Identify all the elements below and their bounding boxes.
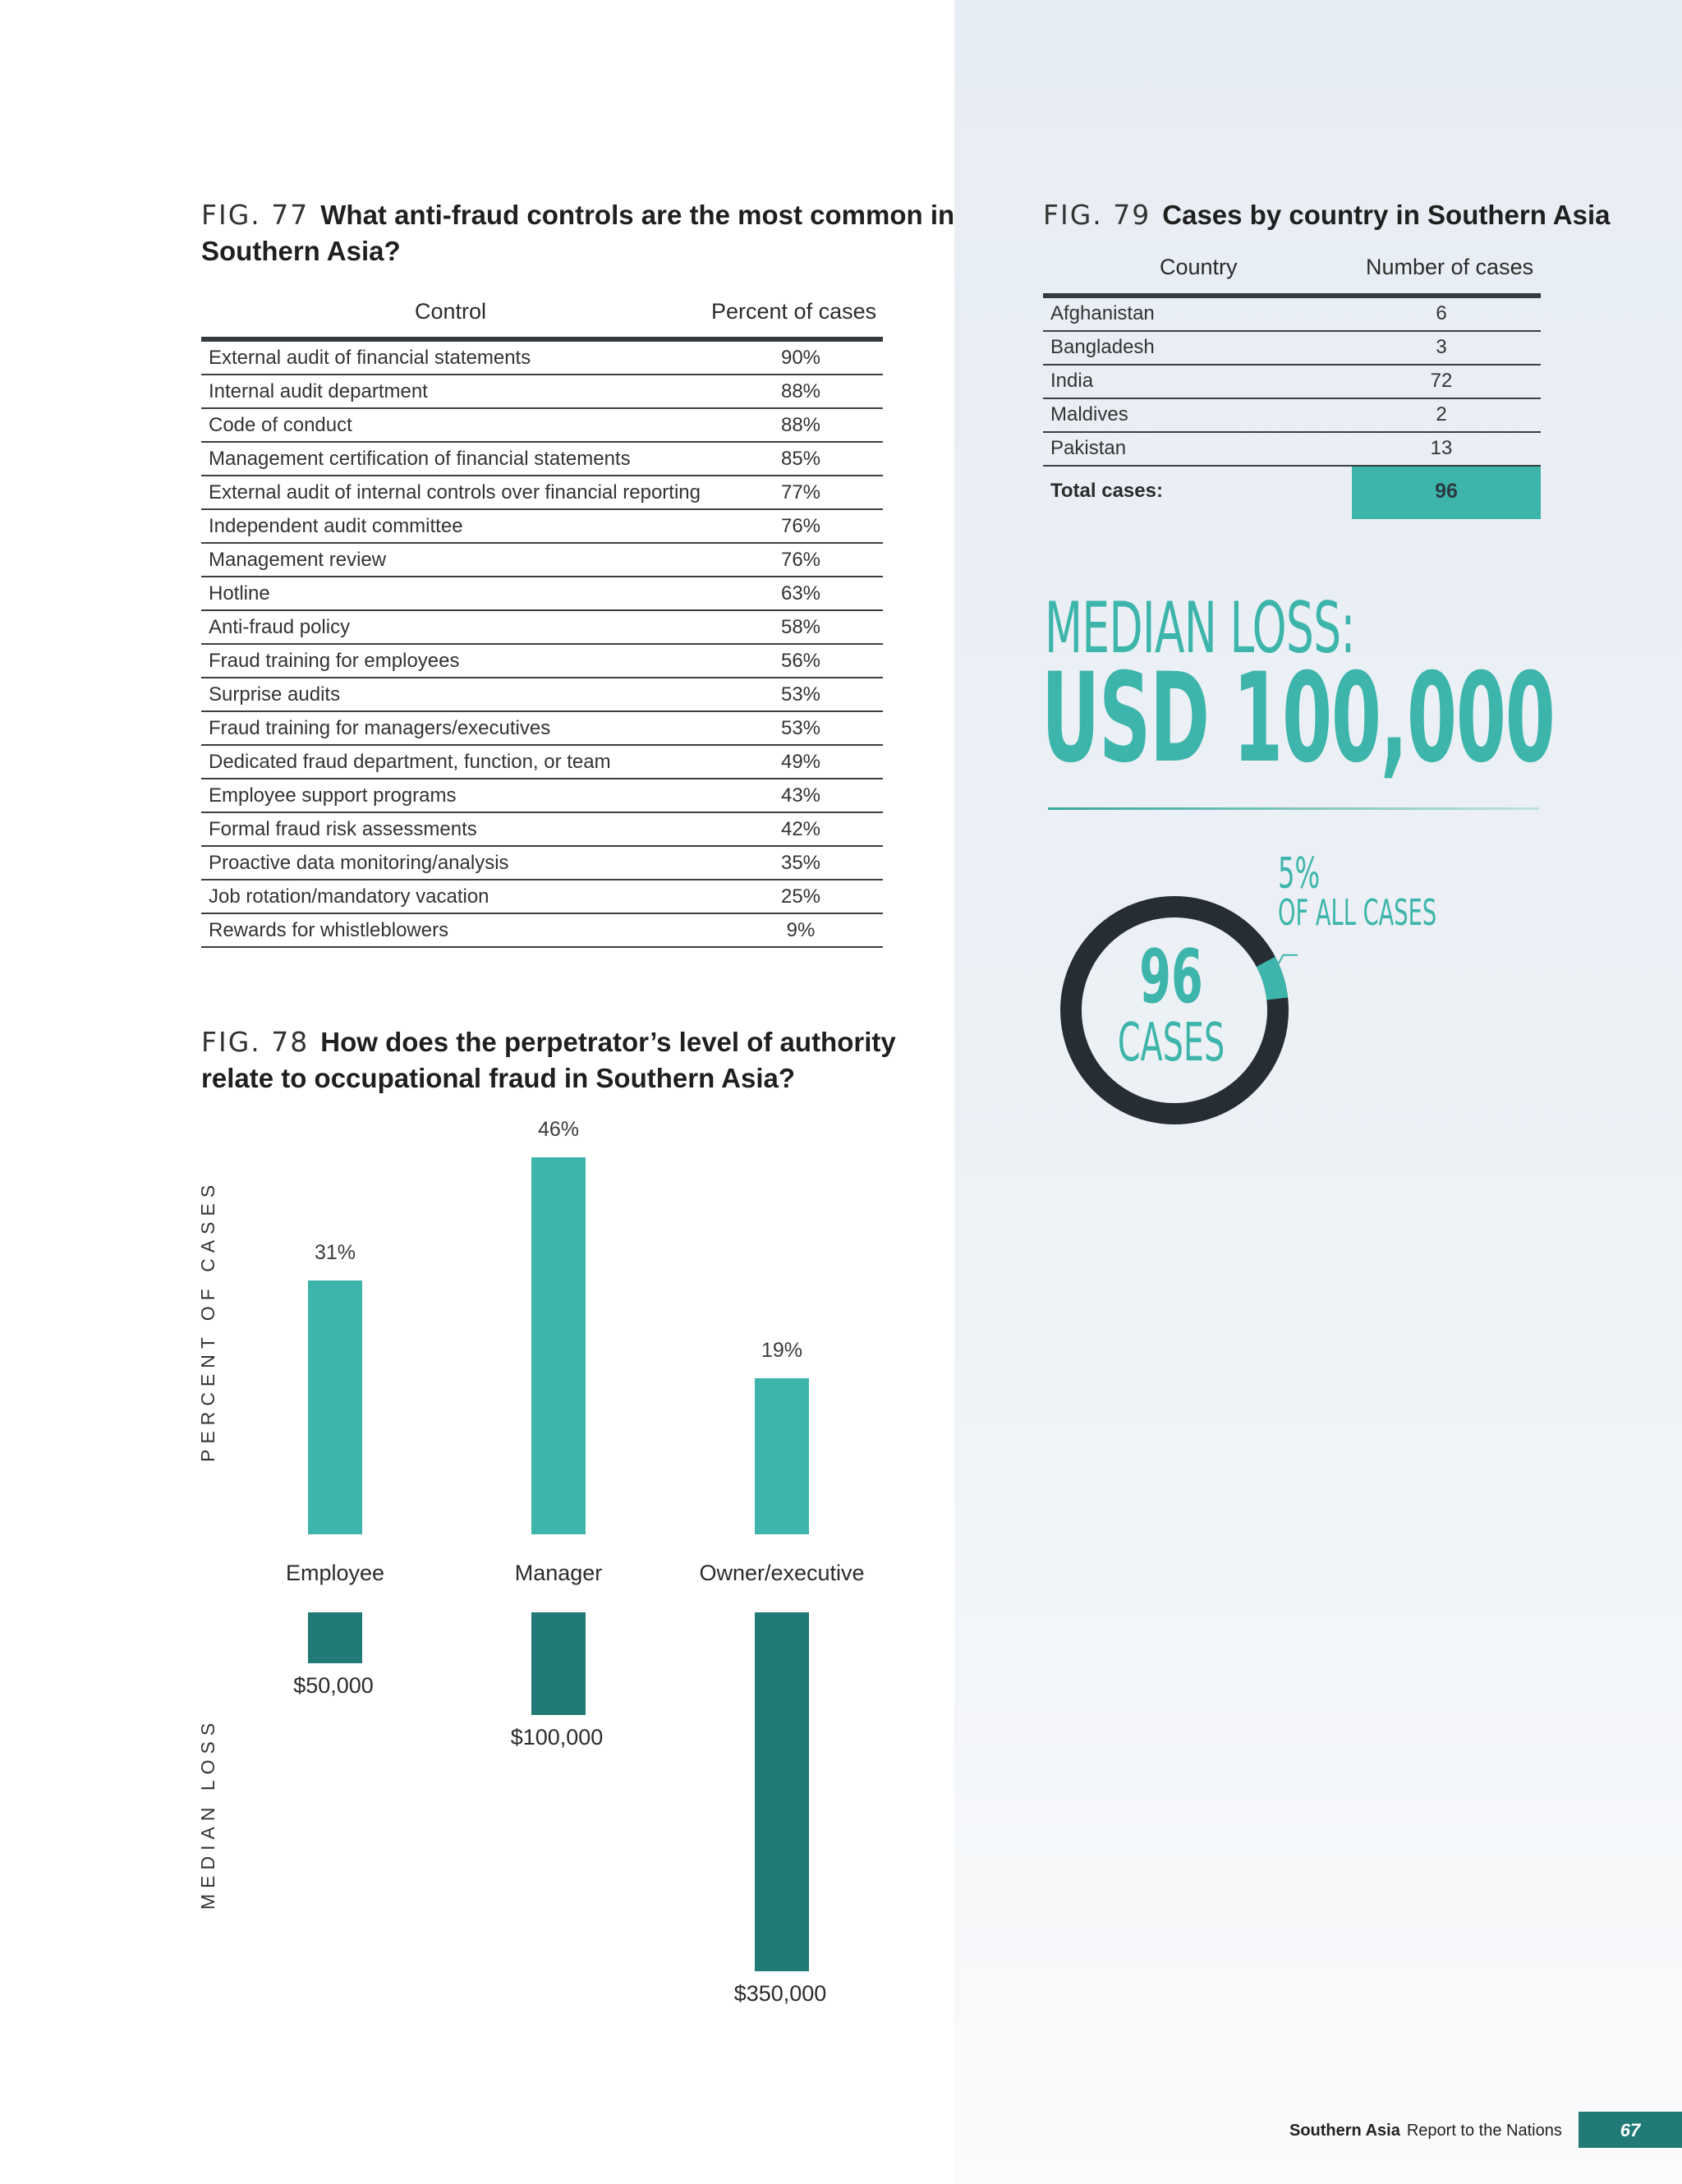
fig77-row-percent: 88% (780, 380, 821, 402)
fig79-row-country: India (1050, 370, 1094, 392)
fig79-total-row (1043, 467, 1541, 517)
fig79-row-country: Afghanistan (1050, 302, 1155, 324)
fig79-col-cases: Number of cases (1366, 255, 1534, 279)
fig77-row-control: Dedicated fraud department, function, or team (209, 751, 611, 773)
fig77-row-percent: 88% (780, 414, 821, 436)
fig79-row-cases: 2 (1436, 403, 1447, 425)
fig78-y-label-median-loss: MEDIAN LOSS (197, 1717, 218, 1910)
fig79-table-row (1043, 433, 1541, 467)
fig79-row-cases: 13 (1430, 437, 1453, 459)
footer-region: Southern Asia (1289, 2122, 1400, 2140)
fig77-table-row (201, 779, 883, 813)
fig77-title-line2: Southern Asia? (201, 236, 401, 266)
fig79-table (1043, 253, 1541, 517)
fig77-table-row (201, 375, 883, 409)
fig78-title-line1: How does the perpetrator’s level of authority (320, 1027, 896, 1057)
fig79-table-row (1043, 399, 1541, 433)
fig77-table-row (201, 847, 883, 880)
percent-bar-label: 46% (537, 1118, 580, 1141)
fig77-title-line1: What anti-fraud controls are the most common in (320, 200, 955, 230)
fig77-row-percent: 77% (780, 481, 821, 503)
fig77-table-header (201, 297, 883, 342)
fig79-row-country: Pakistan (1050, 437, 1127, 459)
fig77-row-percent: 58% (780, 616, 821, 638)
fig77-row-percent: 76% (780, 515, 821, 537)
fig77-table-row (201, 712, 883, 746)
median-loss-bar-label: $350,000 (733, 1981, 827, 2006)
fig77-table-row (201, 611, 883, 645)
fig77-row-control: Independent audit committee (209, 515, 463, 537)
fig78-title (201, 1024, 896, 1097)
fig77-table-row (201, 443, 883, 476)
fig77-row-percent: 53% (780, 683, 821, 706)
fig77-row-control: Job rotation/mandatory vacation (209, 885, 489, 908)
fig77-row-control: External audit of internal controls over financial reporting (209, 481, 701, 503)
fig79-table-row (1043, 298, 1541, 332)
fig79-title-text: Cases by country in Southern Asia (1162, 200, 1611, 230)
fig77-table-row (201, 342, 883, 375)
median-loss-bar-label: $50,000 (293, 1673, 374, 1699)
fig77-row-percent: 42% (780, 818, 821, 840)
fig79-row-cases: 3 (1436, 336, 1447, 358)
fig77-row-control: External audit of financial statements (209, 347, 531, 369)
fig78-title-line2: relate to occupational fraud in Southern Asia? (201, 1063, 796, 1093)
fig77-table-row (201, 544, 883, 577)
percent-bar-label: 31% (314, 1240, 356, 1264)
fig79-table-header (1043, 253, 1541, 298)
fig77-table-row (201, 476, 883, 510)
fig77-row-control: Employee support programs (209, 784, 457, 807)
median-loss-bar-manager (531, 1612, 586, 1715)
fig77-row-control: Anti-fraud policy (209, 616, 351, 638)
fig78-number: FIG. 78 (201, 1026, 310, 1058)
fig77-table-row (201, 880, 883, 914)
fig79-row-cases: 72 (1430, 370, 1453, 392)
fig77-table-row (201, 645, 883, 678)
fig78-y-label-percent: PERCENT OF CASES (197, 1179, 218, 1462)
fig77-row-percent: 9% (786, 919, 816, 941)
fig77-row-control: Fraud training for managers/executives (209, 717, 551, 739)
fig77-row-percent: 43% (780, 784, 821, 807)
donut-share-caption: OF ALL CASES (1278, 892, 1437, 934)
fig79-row-cases: 6 (1436, 302, 1447, 324)
category-label: Owner/executive (699, 1561, 865, 1585)
fig77-row-percent: 63% (780, 582, 821, 605)
fig79-number: FIG. 79 (1043, 199, 1151, 231)
fig77-row-percent: 90% (780, 347, 821, 369)
fig77-row-percent: 85% (780, 448, 821, 470)
fig77-table-row (201, 409, 883, 443)
fig79-row-country: Bangladesh (1050, 336, 1155, 358)
donut-case-unit: CASES (1117, 1013, 1225, 1074)
fig77-row-percent: 76% (780, 549, 821, 571)
median-loss-label: MEDIAN LOSS: (1045, 587, 1355, 669)
percent-bar-label: 19% (761, 1339, 803, 1363)
fig79-row-country: Maldives (1050, 403, 1128, 425)
percent-bar-employee (308, 1281, 362, 1534)
median-loss-divider (1048, 807, 1539, 810)
percent-bar-manager (531, 1157, 586, 1534)
median-loss-bar-label: $100,000 (510, 1724, 604, 1749)
fig79-col-country: Country (1160, 255, 1238, 279)
fig79-total-label: Total cases: (1050, 480, 1163, 502)
fig77-row-control: Hotline (209, 582, 270, 605)
fig77-row-percent: 56% (780, 650, 821, 672)
fig77-table-row (201, 914, 883, 948)
fig79-total-value: 96 (1435, 480, 1458, 503)
donut-share-percent: 5% (1278, 849, 1321, 899)
fig77-row-control: Proactive data monitoring/analysis (209, 852, 509, 874)
fig77-row-control: Management certification of financial statements (209, 448, 631, 470)
fig77-row-control: Internal audit department (209, 380, 428, 402)
fig77-table-row (201, 678, 883, 712)
category-label: Manager (514, 1561, 603, 1585)
fig77-table-row (201, 577, 883, 611)
fig77-number: FIG. 77 (201, 199, 310, 231)
median-loss-bar-employee (308, 1612, 362, 1663)
fig79-title (1043, 197, 1611, 233)
category-label: Employee (285, 1561, 385, 1585)
fig77-row-control: Formal fraud risk assessments (209, 818, 477, 840)
fig77-table (201, 297, 883, 948)
median-loss-bar-owner-executive (755, 1612, 809, 1971)
fig77-title (201, 197, 954, 269)
median-loss-value: USD 100,000 (1041, 647, 1555, 790)
fig77-row-control: Rewards for whistleblowers (209, 919, 449, 941)
fig79-table-row (1043, 332, 1541, 366)
fig77-row-percent: 35% (780, 852, 821, 874)
fig77-col-control: Control (415, 299, 487, 324)
fig77-row-control: Code of conduct (209, 414, 352, 436)
fig77-row-control: Surprise audits (209, 683, 341, 706)
fig77-table-row (201, 813, 883, 847)
fig77-table-row (201, 746, 883, 779)
footer-report: Report to the Nations (1406, 2122, 1562, 2140)
fig77-row-percent: 49% (780, 751, 821, 773)
fig77-table-row (201, 510, 883, 544)
fig77-col-percent: Percent of cases (711, 299, 877, 324)
fig77-row-percent: 53% (780, 717, 821, 739)
footer-text (1289, 2122, 1562, 2140)
page-number: 67 (1620, 2120, 1641, 2140)
percent-bar-owner-executive (755, 1378, 809, 1534)
fig79-table-row (1043, 366, 1541, 399)
fig77-row-percent: 25% (780, 885, 821, 908)
donut-case-count: 96 (1139, 934, 1203, 1020)
fig77-row-control: Fraud training for employees (209, 650, 460, 672)
fig77-row-control: Management review (209, 549, 387, 571)
